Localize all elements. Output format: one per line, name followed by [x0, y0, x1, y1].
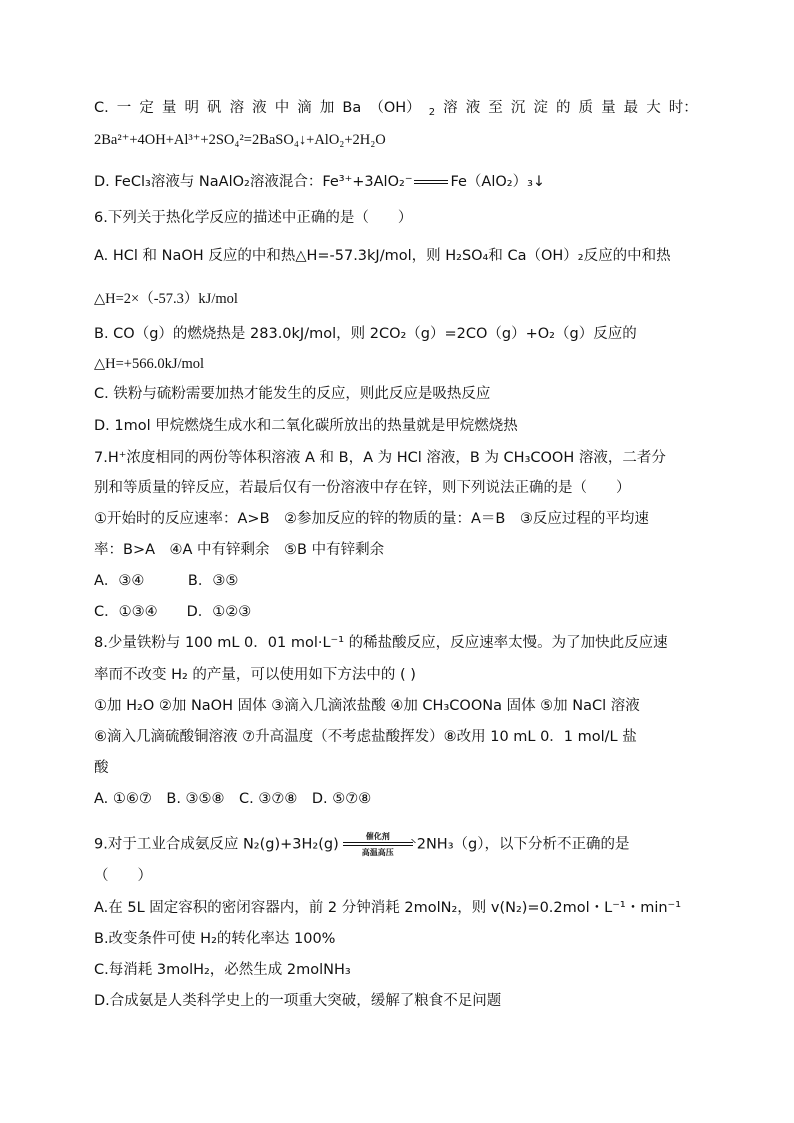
catalyst-arrow	[343, 832, 413, 857]
question-8-methods-1: ①加 H₂O ②加 NaOH 固体 ③滴入几滴浓盐酸 ④加 CH₃COONa 固体 ⑤加 NaCl 溶液	[94, 698, 640, 714]
question-9-option-b: B.改变条件可使 H₂的转化率达 100%	[94, 931, 336, 947]
question-8-stem-1: 8.少量铁粉与 100 mL 0．01 mol·L⁻¹ 的稀盐酸反应，反应速率太慢。为了加快此反应速	[94, 635, 668, 651]
option-c-token: 液	[465, 100, 481, 116]
option-c-token: 的	[555, 100, 571, 116]
option-c-token: Ba	[342, 100, 362, 116]
question-7-options-cd: C．①③④ D．①②③	[94, 604, 252, 620]
option-c-token: 时：	[668, 100, 698, 116]
option-c-token: 液	[252, 100, 267, 116]
question-8-stem-2: 率而不改变 H₂ 的产量，可以使用如下方法中的 ( )	[94, 667, 416, 683]
option-c-token: 沉	[510, 100, 526, 116]
option-c-token: 最	[623, 100, 639, 116]
question-8-options: A. ①⑥⑦ B. ③⑤⑧ C. ③⑦⑧ D. ⑤⑦⑧	[94, 791, 372, 807]
option-c-token: 明	[184, 100, 199, 116]
option-c-token: 质	[578, 100, 594, 116]
condition-label: 高温高压	[361, 848, 394, 857]
question-6-option-a-cont: △H=2×（-57.3）kJ/mol	[94, 291, 238, 307]
question-9-stem-1	[94, 832, 698, 857]
option-c-equation: 2Ba²⁺+4OH+Al³⁺+2SO₄²=2BaSO₄↓+AlO₂+2H₂O	[94, 132, 386, 148]
option-c-token: 矾	[207, 100, 222, 116]
question-7-stem-1: 7.H⁺浓度相同的两份等体积溶液 A 和 B，A 为 HCl 溶液，B 为 CH₃COOH 溶液，二者分	[94, 450, 666, 466]
option-c-token: 溶	[229, 100, 245, 116]
option-c-token: 定	[139, 100, 154, 116]
option-d-reactants: D. FeCl₃溶液与 NaAlO₂溶液混合：Fe³⁺+3AlO₂⁻	[94, 174, 413, 190]
catalyst-label: 催化剂	[365, 832, 390, 841]
question-8-methods-2: ⑥滴入几滴硫酸铜溶液 ⑦升高温度（不考虑盐酸挥发）⑧改用 10 mL 0．1 mol/L 盐	[94, 729, 637, 745]
question-6-option-b: B. CO（g）的燃烧热是 283.0kJ/mol，则 2CO₂（g）=2CO（g）+O₂（g）反应的	[94, 326, 637, 342]
question-9-stem-2: （ ）	[94, 868, 152, 884]
option-c-token: 2	[428, 107, 436, 118]
question-7-options-ab: A．③④ B．③⑤	[94, 573, 239, 589]
option-c-token: 淀	[533, 100, 548, 116]
option-c-token: 滴	[297, 100, 312, 116]
option-c-token: 加	[319, 100, 335, 116]
option-c-token: 至	[488, 100, 503, 116]
option-c-token: 量	[601, 100, 616, 116]
question-7-statements-1: ①开始时的反应速率：A>B ②参加反应的锌的物质的量：A＝B ③反应过程的平均速	[94, 511, 649, 527]
option-c-token: 大	[646, 100, 661, 116]
option-d-product: Fe（AlO₂）₃↓	[450, 174, 546, 190]
question-6-option-a: A. HCl 和 NaOH 反应的中和热△H=-57.3kJ/mol，则 H₂SO₄和 Ca（OH）₂反应的中和热	[94, 248, 671, 264]
question-7-stem-2: 别和等质量的锌反应，若最后仅有一份溶液中存在锌，则下列说法正确的是（ ）	[94, 480, 631, 496]
option-c-token: 量	[161, 100, 177, 116]
question-6-option-c: C. 铁粉与硫粉需要加热才能发生的反应，则此反应是吸热反应	[94, 386, 491, 402]
question-7-statements-2: 率：B>A ④A 中有锌剩余 ⑤B 中有锌剩余	[94, 542, 385, 558]
option-c-token: 溶	[443, 100, 458, 116]
question-9-reactants: 9.对于工业合成氨反应 N₂(g)+3H₂(g)	[94, 836, 339, 853]
question-6-option-b-cont: △H=+566.0kJ/mol	[94, 356, 205, 372]
question-6-stem: 6.下列关于热化学反应的描述中正确的是（ ）	[94, 210, 413, 226]
option-c-line-1	[94, 98, 698, 118]
reversible-arrow-icon	[343, 841, 413, 848]
option-d-equation	[94, 172, 698, 192]
question-9-option-a: A.在 5L 固定容积的密闭容器内，前 2 分钟消耗 2molN₂，则 v(N₂)=0.2mol・L⁻¹・min⁻¹	[94, 900, 682, 916]
question-9-option-d: D.合成氨是人类科学史上的一项重大突破，缓解了粮食不足问题	[94, 993, 502, 1009]
option-c-token: C.	[94, 100, 109, 116]
question-6-option-d: D. 1mol 甲烷燃烧生成水和二氧化碳所放出的热量就是甲烷燃烧热	[94, 418, 518, 434]
option-c-token: 一	[116, 100, 132, 116]
option-c-token: （OH）	[369, 100, 421, 116]
reversible-arrow-icon	[414, 178, 448, 186]
question-9-products: 2NH₃（g），以下分析不正确的是	[416, 836, 630, 853]
question-8-methods-3: 酸	[94, 760, 109, 776]
option-c-token: 中	[274, 100, 290, 116]
question-9-option-c: C.每消耗 3molH₂，必然生成 2molNH₃	[94, 962, 351, 978]
